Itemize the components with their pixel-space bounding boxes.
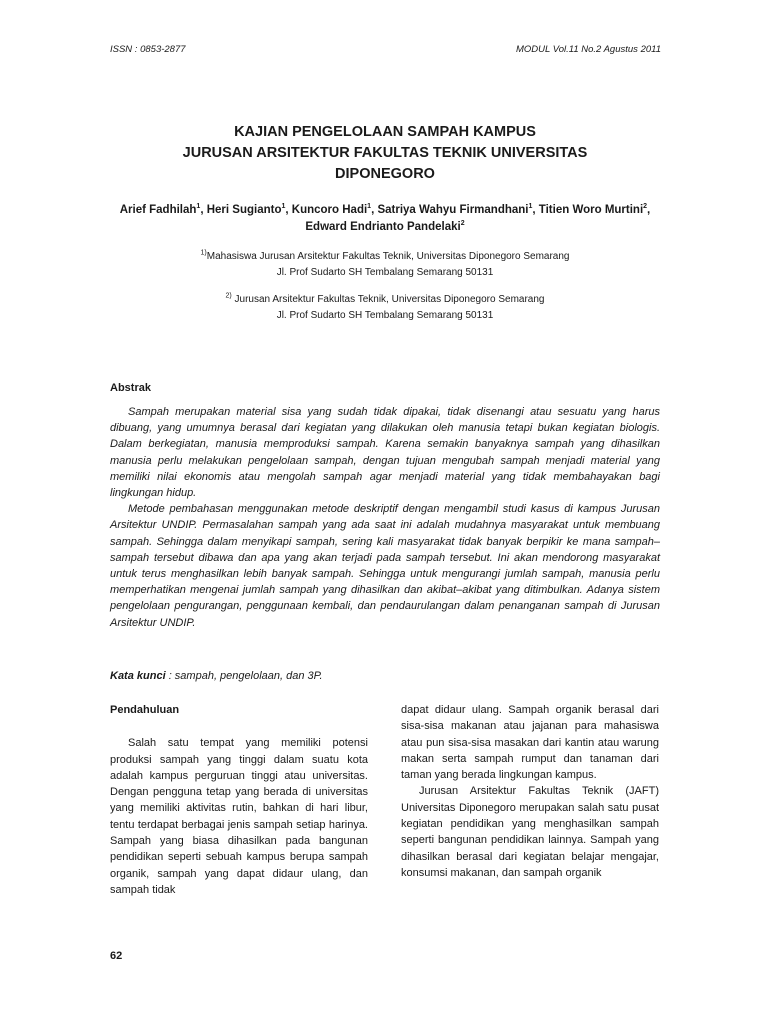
affiliation-1: [110, 249, 660, 281]
issn-header: ISSN : 0853-2877: [110, 44, 186, 55]
body-paragraph: Jurusan Arsitektur Fakultas Teknik (JAFT) Universitas Diponegoro merupakan salah satu pusat kegiatan pendidikan yang menghasilkan sampah seperti bangunan pendidikan lainnya. Sampah yang dihasilkan berasal dari kegiatan belajar mengajar, konsumsi makanan, dan sampah organik: [401, 785, 659, 879]
author-sup: 2: [460, 220, 465, 228]
abstract-body: [110, 404, 660, 631]
author-sup: 1: [528, 203, 533, 211]
body-paragraph: Salah satu tempat yang memiliki potensi produksi sampah yang tinggi dalam suatu kota adalah kampus perguruan tinggi atau universitas. Dengan pengguna tetap yang berada di universitas yang memiliki aktivitas rutin, bahkan di hari libur, tentu terdapat berbagai jenis sampah setiap harinya. Sampah yang biasa dihasilkan pada bangunan pendidikan seperti sebuah kampus berupa sampah organik, sampah yang dapat didaur ulang, dan sampah tidak: [110, 737, 368, 896]
title-line-3: DIPONEGORO: [335, 166, 435, 182]
affiliation-2: [110, 292, 660, 324]
affiliation-sup: 1): [200, 249, 207, 257]
author-sup: 1: [281, 203, 286, 211]
author-name: Satriya Wahyu Firmandhani: [377, 204, 529, 216]
title-line-2: JURUSAN ARSITEKTUR FAKULTAS TEKNIK UNIVERSITAS: [182, 145, 588, 161]
author-sup: 2: [643, 203, 648, 211]
author-name: Edward Endrianto Pandelaki: [305, 221, 461, 233]
author-sup: 1: [196, 203, 201, 211]
author-name: Heri Sugianto: [206, 204, 282, 216]
author-name: Kuncoro Hadi: [291, 204, 368, 216]
affiliation-address: Jl. Prof Sudarto SH Tembalang Semarang 50131: [276, 310, 494, 321]
right-column: [401, 702, 659, 881]
paper-title: [110, 122, 660, 185]
keywords: [110, 670, 323, 682]
body-paragraph: dapat didaur ulang. Sampah organik berasal dari sisa-sisa makanan atau jajanan para mahasiswa atau pun sisa-sisa masakan dari kantin atau warung makan serta sampah rumput dan tanaman dari taman yang berada lingkungan kampus.: [401, 704, 659, 782]
affiliation-line: Mahasiswa Jurusan Arsitektur Fakultas Teknik, Universitas Diponegoro Semarang: [206, 251, 570, 262]
keywords-text: : sampah, pengelolaan, dan 3P.: [165, 670, 323, 682]
keywords-label: Kata kunci: [110, 670, 166, 682]
abstract-heading: Abstrak: [110, 382, 151, 394]
author-list: Arief Fadhilah$^1$, Heri Sugianto$^1$, Kuncoro Hadi$^1$, Satriya Wahyu Firmandhani$^1$, Titien Woro Murtini$^2$, Edward Endrianto Pandelaki$^2$: [119, 203, 651, 233]
author-name: Titien Woro Murtini: [538, 204, 644, 216]
abstract-paragraph: Metode pembahasan menggunakan metode deskriptif dengan mengambil studi kasus di kampus Jurusan Arsitektur UNDIP. Permasalahan sampah yang ada saat ini adalah mudahnya masyarakat untuk membuang sampah. Sehingga dalam menyikapi sampah, sering kali masyarakat tidak banyak berpikir ke mana sampah–sampah tersebut dibawa dan apa yang akan terjadi pada sampah tersebut. Ini akan mendorong masyarakat untuk terus menghasilkan lebih banyak sampah. Sehingga untuk mengurangi jumlah sampah, manusia perlu memperhatikan mengenai jumlah sampah yang dihasilkan dan akibat–akibat yang ditimbulkan. Adanya sistem pengelolaan pengurangan, penggunaan kembali, dan pendaurulangan dalam penanganan sampah di Jurusan Arsitektur UNDIP.: [110, 503, 660, 629]
journal-header: MODUL Vol.11 No.2 Agustus 2011: [515, 44, 661, 55]
author-name: Arief Fadhilah: [119, 204, 197, 216]
affiliation-line: Jurusan Arsitektur Fakultas Teknik, Universitas Diponegoro Semarang: [231, 294, 545, 305]
author-sup: 1: [367, 203, 372, 211]
section-heading: Pendahuluan: [110, 704, 180, 716]
left-column: [110, 702, 368, 898]
affiliation-address: Jl. Prof Sudarto SH Tembalang Semarang 50131: [276, 267, 494, 278]
abstract-paragraph: Sampah merupakan material sisa yang sudah tidak dipakai, tidak disenangi atau sesuatu yang harus dibuang, yang umumnya berasal dari kegiatan yang dilakukan oleh manusia tetapi bukan kegiatan biologis. Dalam berkegiatan, manusia memproduksi sampah. Karena semakin banyaknya sampah yang dihasilkan manusia perlu melakukan pengelolaan sampah, dengan tujuan mengubah sampah menjadi material yang memiliki nilai ekonomis atau mengolah sampah agar menjadi material yang tidak membahayakan bagi lingkungan hidup.: [110, 406, 660, 500]
page-number: 62: [110, 950, 123, 962]
affiliation-sup: 2): [225, 292, 232, 300]
title-line-1: KAJIAN PENGELOLAAN SAMPAH KAMPUS: [234, 124, 536, 140]
